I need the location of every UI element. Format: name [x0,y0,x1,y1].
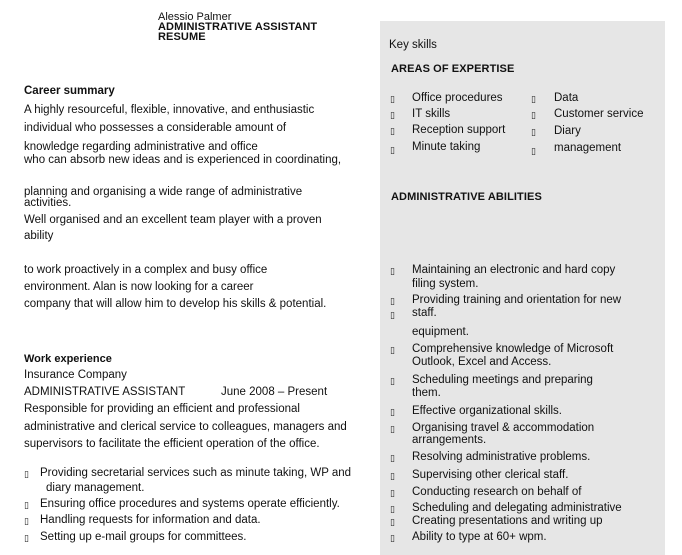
expertise-item: Diary [554,125,581,137]
bullet-icon: ▯ [390,345,395,355]
summary-line: company that will allow him to develop his skills & potential. [24,298,327,310]
company-name: Insurance Company [24,369,127,381]
job-dates: June 2008 – Present [221,386,328,398]
bullet-icon: ▯ [24,500,29,510]
candidate-name: Alessio Palmer [158,11,232,23]
bullet-icon: ▯ [390,110,395,120]
summary-line: individual who possesses a considerable amount of [24,122,287,134]
duty-item: Handling requests for information and data. [40,514,261,526]
expertise-item: management [554,142,622,154]
job-description-line: Responsible for providing an efficient and professional [24,403,300,415]
expertise-item: Reception support [412,124,506,136]
resume-subtitle: RESUME [158,31,206,43]
bullet-icon: ▯ [390,145,395,155]
bullet-icon: ▯ [390,471,395,481]
summary-line: planning and organising a wide range of administrative [24,186,303,198]
summary-line: ability [24,230,54,242]
work-experience-heading: Work experience [24,353,112,365]
areas-of-expertise-heading: AREAS OF EXPERTISE [391,63,515,75]
expertise-item: Office procedures [412,92,503,104]
job-role: ADMINISTRATIVE ASSISTANT [24,386,186,398]
ability-item: Scheduling meetings and preparing [412,374,593,386]
duty-item: Setting up e-mail groups for committees. [40,531,247,543]
key-skills-heading: Key skills [389,39,437,51]
summary-line: Well organised and an excellent team player with a proven [24,214,322,226]
bullet-icon: ▯ [531,127,536,137]
bullet-icon: ▯ [390,424,395,434]
expertise-item: Customer service [554,108,644,120]
ability-item: Comprehensive knowledge of Microsoft [412,343,614,355]
bullet-icon: ▯ [390,504,395,514]
ability-item: Organising travel & accommodation [412,422,595,434]
expertise-item: IT skills [412,108,451,120]
summary-line: to work proactively in a complex and busy office [24,264,268,276]
summary-line: knowledge regarding administrative and office [24,141,258,153]
bullet-icon: ▯ [24,533,29,543]
ability-item: them. [412,387,441,399]
administrative-abilities-heading: ADMINISTRATIVE ABILITIES [391,191,542,203]
ability-item: Creating presentations and writing up [412,515,603,527]
ability-item: arrangements. [412,434,487,446]
career-summary-heading: Career summary [24,85,115,97]
ability-item: Outlook, Excel and Access. [412,356,552,368]
expertise-item: Minute taking [412,141,481,153]
summary-line: who can absorb new ideas and is experienced in coordinating, [24,154,342,166]
ability-item: equipment. [412,326,469,338]
bullet-icon: ▯ [390,453,395,463]
ability-item: Effective organizational skills. [412,405,562,417]
bullet-icon: ▯ [390,517,395,527]
bullet-icon: ▯ [531,94,536,104]
bullet-icon: ▯ [531,110,536,120]
resume-title: ADMINISTRATIVE ASSISTANT [158,21,318,33]
bullet-icon: ▯ [390,310,395,320]
duty-item: diary management. [46,482,145,494]
bullet-icon: ▯ [24,516,29,526]
bullet-icon: ▯ [390,266,395,276]
bullet-icon: ▯ [390,296,395,306]
bullet-icon: ▯ [390,407,395,417]
ability-item: Providing training and orientation for new [412,294,622,306]
ability-item: staff. [412,307,437,319]
duty-item: Providing secretarial services such as minute taking, WP and [40,467,352,479]
job-description-line: administrative and clerical service to colleagues, managers and [24,421,347,433]
bullet-icon: ▯ [390,533,395,543]
ability-item: filing system. [412,278,479,290]
duty-item: Ensuring office procedures and systems operate efficiently. [40,498,340,510]
ability-item: Conducting research on behalf of [412,486,582,498]
bullet-icon: ▯ [24,469,29,479]
job-description-line: supervisors to facilitate the efficient operation of the office. [24,438,320,450]
bullet-icon: ▯ [390,488,395,498]
summary-line: environment. Alan is now looking for a career [24,281,254,293]
summary-line: activities. [24,197,72,209]
bullet-icon: ▯ [531,146,536,156]
ability-item: Resolving administrative problems. [412,451,591,463]
bullet-icon: ▯ [390,94,395,104]
ability-item: Supervising other clerical staff. [412,469,569,481]
summary-line: A highly resourceful, flexible, innovative, and enthusiastic [24,104,315,116]
bullet-icon: ▯ [390,126,395,136]
ability-item: Scheduling and delegating administrative [412,502,622,514]
expertise-item: Data [554,92,579,104]
ability-item: Maintaining an electronic and hard copy [412,264,616,276]
bullet-icon: ▯ [390,376,395,386]
ability-item: Ability to type at 60+ wpm. [412,531,547,543]
